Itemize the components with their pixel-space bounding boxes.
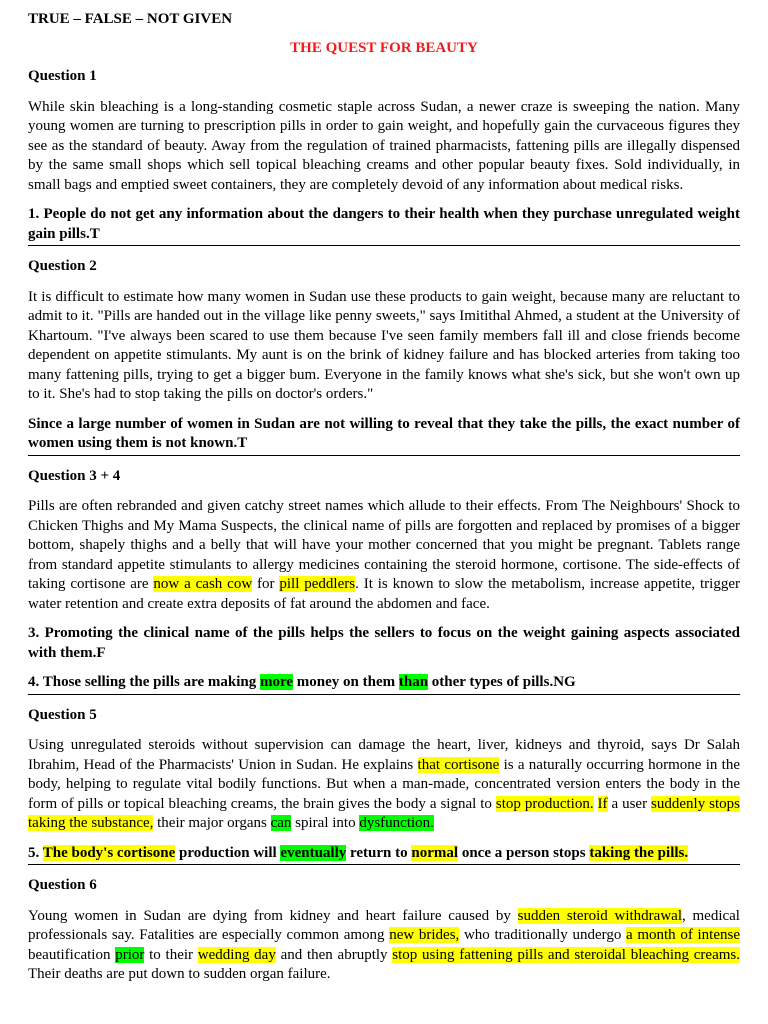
question-section: [28, 467, 740, 695]
highlighted-text-yellow: now a cash cow: [153, 576, 253, 592]
question-section: [28, 257, 740, 456]
question-heading: Question 3 + 4: [28, 467, 121, 484]
passage-text: Using unregulated steroids without supervision can damage the heart, liver, kidneys and thyroid, says Dr Salah Ibrahim, Head of the Pharmacists' Union in Sudan. He explains: [28, 737, 740, 773]
statement-text: 3. Promoting the clinical name of the pills helps the sellers to focus on the weight gaining aspects associated with them.F: [28, 625, 740, 661]
question-heading: Question 6: [28, 877, 97, 893]
answer-statement: [28, 673, 740, 695]
passage-text: and then abruptly: [275, 946, 393, 963]
passage-text: spiral into: [291, 815, 360, 831]
answer-statement: [28, 844, 740, 866]
passage-text: beautification: [28, 946, 116, 963]
passage-text: for: [252, 576, 280, 592]
statement-text: once a person stops: [458, 844, 590, 861]
statement-text: money on them: [293, 674, 399, 690]
statement-text: 4. Those selling the pills are making: [28, 674, 260, 690]
highlighted-text-yellow: sudden steroid withdrawal: [517, 907, 682, 924]
statement-text: return to: [346, 844, 412, 861]
passage-text: , medical professionals say. Fatalities are especially common among: [28, 907, 740, 943]
question-section: [28, 706, 740, 866]
question-sections: [28, 67, 740, 985]
passage-text: a user: [607, 795, 652, 812]
highlighted-text-yellow: a month of intense: [626, 927, 741, 943]
passage-text: who traditionally undergo: [459, 927, 627, 943]
highlighted-text-yellow: that cortisone: [417, 756, 500, 773]
passage-text: their major organs: [153, 815, 271, 831]
passage-text: It is difficult to estimate how many women in Sudan use these products to gain weight, because many are reluctant to admit to it. "Pills are handed out in the village like penny sweets," says Imitithal Ahmed, a student at the University of Khartoum. "I've always been scared to use them because I've seen family members fall ill and close friends become dependent on appetite stimulants. My aunt is on the brink of kidney failure and has blocked arteries from taking too many fattening pills, trying to get a bigger bum. Everyone in the family knows what she's sick, but she won't own up to it. She's had to stop taking the pills on doctor's orders.": [28, 288, 740, 402]
highlighted-text-green: prior: [115, 946, 145, 963]
question-heading: Question 1: [28, 68, 97, 84]
statement-text: 5.: [28, 844, 43, 861]
passage-text: Young women in Sudan are dying from kidney and heart failure caused by: [28, 907, 518, 924]
passage-paragraph: [28, 288, 740, 405]
highlighted-text-green: can: [270, 815, 292, 831]
passage-paragraph: [28, 497, 740, 614]
highlighted-text-yellow: stop using fattening pills and steroidal bleaching creams.: [392, 946, 740, 963]
highlighted-text-yellow: taking the pills.: [589, 844, 689, 861]
statement-text: Since a large number of women in Sudan are not willing to reveal that they take the pills, the exact number of women using them is not known.T: [28, 415, 740, 451]
answer-statement: [28, 624, 740, 663]
highlighted-text-yellow: stop production.: [495, 795, 594, 812]
document-title: THE QUEST FOR BEAUTY: [290, 39, 478, 56]
passage-text: to their: [144, 946, 198, 963]
question-heading: Question 2: [28, 258, 97, 274]
question-heading: Question 5: [28, 706, 97, 723]
highlighted-text-yellow: The body's cortisone: [42, 844, 176, 861]
answer-statement: [28, 415, 740, 456]
highlighted-text-yellow: new brides,: [389, 927, 460, 943]
highlighted-text-green: dysfunction.: [359, 815, 434, 831]
highlighted-text-green: eventually: [280, 844, 347, 861]
passage-paragraph: [28, 98, 740, 196]
passage-text: Pills are often rebranded and given catchy street names which allude to their effects. From The Neighbours' Shock to Chicken Thighs and My Mama Suspects, the clinical name of pills are forgotten and replaced by promises of a bigger bottom, shapely thighs and a belly that will have your mother concerned that you might be pregnant. Tablets range from standard appetite stimulants to allergy medicines containing the steroid hormone, cortisone. The side-effects of taking cortisone are: [28, 498, 740, 592]
statement-text: other types of pills.NG: [428, 674, 576, 690]
highlighted-text-yellow: wedding day: [197, 946, 276, 963]
highlighted-text-green: than: [398, 674, 429, 690]
passage-text: [594, 796, 598, 812]
passage-paragraph: [28, 736, 740, 834]
statement-text: production will: [175, 844, 281, 861]
question-section: [28, 67, 740, 246]
passage-text: . It is known to slow the metabolism, increase appetite, trigger water retention and create extra deposits of fat around the abdomen and face.: [28, 576, 740, 612]
highlighted-text-yellow: suddenly stops taking the substance,: [28, 795, 740, 831]
highlighted-text-green: more: [259, 674, 294, 690]
passage-text: Their deaths are put down to sudden organ failure.: [28, 966, 331, 982]
question-section: [28, 876, 740, 985]
answer-statement: [28, 205, 740, 246]
highlighted-text-yellow: pill peddlers: [279, 576, 356, 592]
highlighted-text-yellow: If: [597, 795, 608, 812]
highlighted-text-yellow: normal: [411, 844, 459, 861]
passage-text: While skin bleaching is a long-standing cosmetic staple across Sudan, a newer craze is sweeping the nation. Many young women are turning to prescription pills in order to gain weight, and hopefully gain the curvaceous figures they see as the standard of beauty. Away from the regulation of trained pharmacists, fattening pills are illegally dispensed by the same small shops which sell topical bleaching creams and other popular beauty fixes. Sold individually, in small bags and emptied sweet containers, they are completely devoid of any information about medical risks.: [28, 98, 740, 193]
document-type-heading: TRUE – FALSE – NOT GIVEN: [28, 11, 233, 27]
passage-text: is a naturally occurring hormone in the body, helping to regulate vital bodily functions. But when a man-made, concentrated version enters the body in the form of pills or topical bleaching creams, the brain gives the body a signal to: [28, 756, 741, 812]
passage-paragraph: [28, 907, 740, 985]
statement-text: 1. People do not get any information about the dangers to their health when they purchase unregulated weight gain pills.T: [28, 206, 740, 242]
